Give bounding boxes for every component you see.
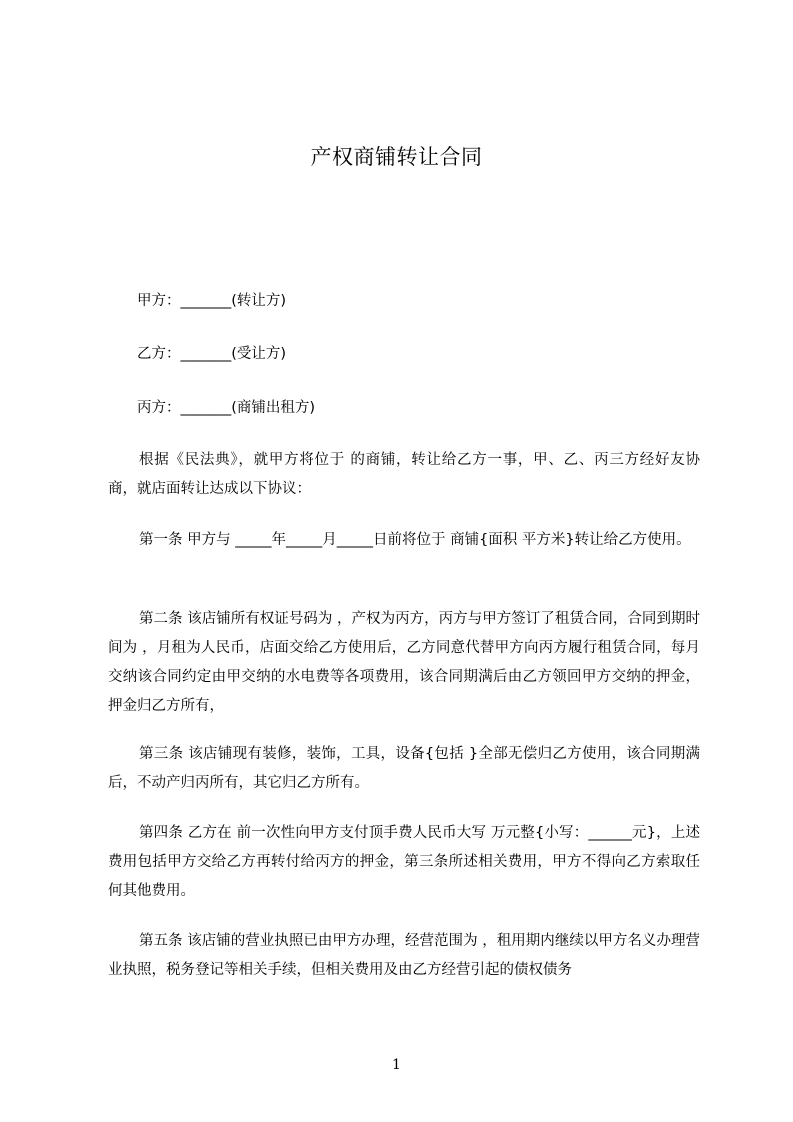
party-a-line: 甲方：_______(转让方)	[137, 293, 287, 309]
party-b-line: 乙方：_______(受让方)	[137, 346, 287, 362]
document-title: 产权商铺转让合同	[310, 145, 483, 169]
clause-5: 第五条 该店铺的营业执照已由甲方办理，经营范围为 ，租用期内继续以甲方名义办理营业执照，税务登记等相关手续，但相关费用及由乙方经营引起的债权债务	[108, 933, 700, 978]
intro-paragraph: 根据《民法典》，就甲方将位于 的商铺，转让给乙方一事，甲、乙、丙三方经好友协商，就店面转让达成以下协议：	[108, 452, 700, 497]
clause-3: 第三条 该店铺现有装修，装饰，工具，设备{包括 }全部无偿归乙方使用，该合同期满后，不动产归丙所有，其它归乙方所有。	[108, 746, 700, 791]
page-number: 1	[392, 1057, 401, 1073]
clause-1: 第一条 甲方与 _____年_____月_____日前将位于 商铺{面积 平方米}转让给乙方使用。	[139, 532, 691, 548]
party-c-line: 丙方：_______(商铺出租方)	[137, 400, 316, 416]
clause-2: 第二条 该店铺所有权证号码为 ，产权为丙方，丙方与甲方签订了租赁合同，合同到期时间为 ，月租为人民币，店面交给乙方使用后，乙方同意代替甲方向丙方履行租赁合同，每月交纳该合同约定由甲交纳的水电费等各项费用，该合同期满后由乙方领回甲方交纳的押金，押金归乙方所有，	[108, 611, 700, 714]
clause-4: 第四条 乙方在 前一次性向甲方支付顶手费人民币大写 万元整{小写：______元}，上述费用包括甲方交给乙方再转付给丙方的押金，第三条所述相关费用，甲方不得向乙方索取任何其他费用。	[108, 825, 700, 899]
